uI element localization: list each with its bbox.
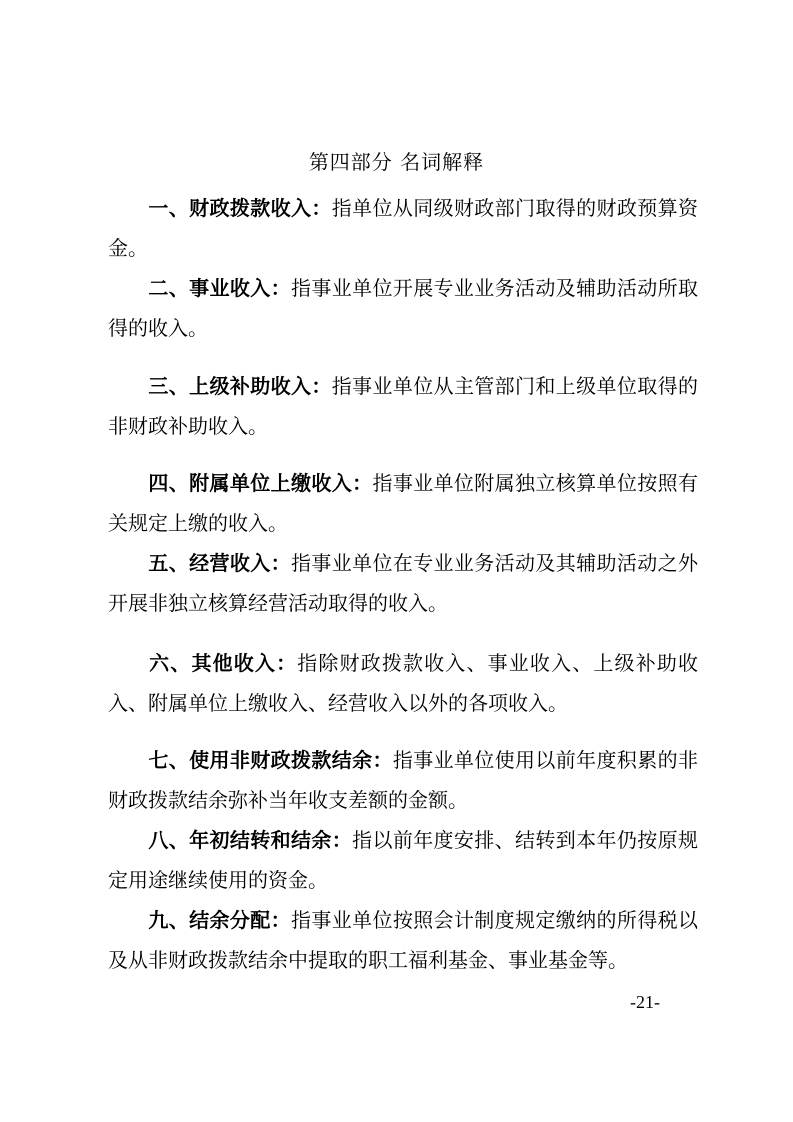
page-title: 第四部分 名词解释 xyxy=(308,150,485,174)
entry-term: 五、经营收入： xyxy=(148,551,291,575)
entry-term: 二、事业收入： xyxy=(148,276,291,300)
entry-definition: 指单位从同级财政部门取得的财政预算资金。 xyxy=(108,196,699,260)
entry-definition: 指以前年度安排、结转到本年仍按原规定用途继续使用的资金。 xyxy=(108,828,699,892)
entry-definition: 指事业单位从主管部门和上级单位取得的非财政补助收入。 xyxy=(108,374,699,438)
entry-term: 七、使用非财政拨款结余： xyxy=(148,748,393,772)
page-number: -21- xyxy=(630,992,660,1012)
definition-entry-2 xyxy=(108,268,698,348)
definition-entry-8 xyxy=(108,820,698,900)
entry-definition: 指事业单位使用以前年度积累的非财政拨款结余弥补当年收支差额的金额。 xyxy=(108,748,699,812)
definition-entry-1 xyxy=(108,188,698,268)
entry-term: 一、财政拨款收入： xyxy=(148,196,332,220)
definition-entry-4 xyxy=(108,463,698,543)
entry-term: 九、结余分配： xyxy=(148,908,291,932)
definition-entry-6 xyxy=(108,643,698,723)
entry-definition: 指除财政拨款收入、事业收入、上级补助收入、附属单位上缴收入、经营收入以外的各项收入。 xyxy=(108,651,699,715)
entry-term: 八、年初结转和结余： xyxy=(148,828,353,852)
definition-entry-7 xyxy=(108,740,698,820)
entry-definition: 指事业单位在专业业务活动及其辅助活动之外开展非独立核算经营活动取得的收入。 xyxy=(108,551,699,615)
definition-entry-3 xyxy=(108,366,698,446)
entry-term: 四、附属单位上缴收入： xyxy=(148,471,373,495)
entry-term: 三、上级补助收入： xyxy=(148,374,332,398)
entry-definition: 指事业单位附属独立核算单位按照有关规定上缴的收入。 xyxy=(108,471,699,535)
definition-entry-9 xyxy=(108,900,698,980)
entry-term: 六、其他收入： xyxy=(148,651,298,675)
entry-definition: 指事业单位按照会计制度规定缴纳的所得税以及从非财政拨款结余中提取的职工福利基金、事业基金等。 xyxy=(108,908,699,972)
entry-definition: 指事业单位开展专业业务活动及辅助活动所取得的收入。 xyxy=(108,276,699,340)
definition-entry-5 xyxy=(108,543,698,623)
